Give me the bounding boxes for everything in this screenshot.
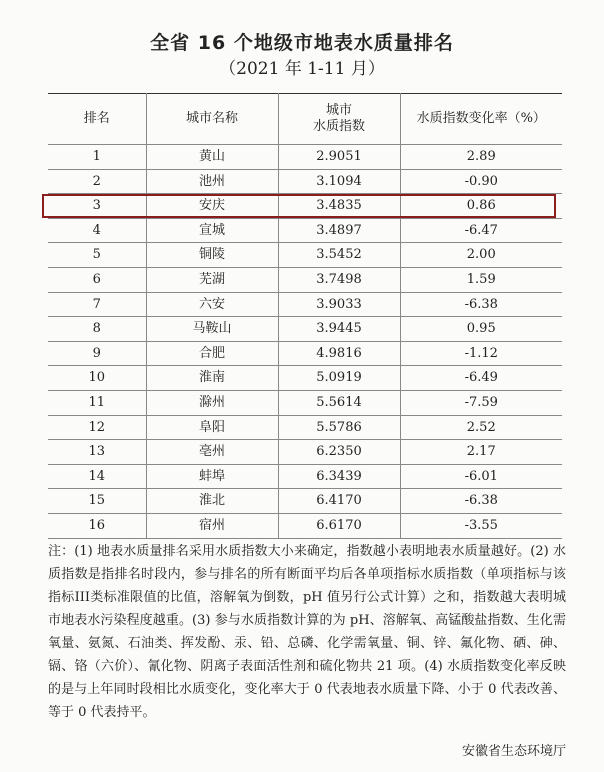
page-subtitle: （2021 年 1-11 月） [219, 59, 385, 79]
table-header-row [48, 94, 562, 145]
cell-rank: 16 [48, 513, 146, 538]
cell-change: -3.55 [400, 513, 562, 538]
cell-index: 6.3439 [278, 464, 400, 489]
cell-city: 铜陵 [146, 243, 278, 268]
col-header-rank: 排名 [48, 94, 146, 145]
cell-index: 3.9445 [278, 317, 400, 342]
table-row [48, 292, 562, 317]
cell-rank: 12 [48, 415, 146, 440]
cell-index: 2.9051 [278, 145, 400, 170]
cell-rank: 6 [48, 267, 146, 292]
cell-city: 马鞍山 [146, 317, 278, 342]
cell-rank: 13 [48, 440, 146, 465]
cell-city: 宣城 [146, 218, 278, 243]
cell-index: 3.4835 [278, 194, 400, 219]
table-row [48, 513, 562, 538]
table-row [48, 218, 562, 243]
cell-change: 0.86 [400, 194, 562, 219]
cell-city: 安庆 [146, 194, 278, 219]
cell-change: 2.00 [400, 243, 562, 268]
cell-rank: 2 [48, 169, 146, 194]
table-row [48, 317, 562, 342]
cell-city: 池州 [146, 169, 278, 194]
cell-change: -1.12 [400, 341, 562, 366]
table-row [48, 169, 562, 194]
cell-rank: 7 [48, 292, 146, 317]
cell-rank: 11 [48, 390, 146, 415]
cell-city: 芜湖 [146, 267, 278, 292]
cell-rank: 9 [48, 341, 146, 366]
cell-change: -6.38 [400, 292, 562, 317]
cell-change: 1.59 [400, 267, 562, 292]
cell-rank: 14 [48, 464, 146, 489]
cell-change: -6.47 [400, 218, 562, 243]
cell-index: 3.5452 [278, 243, 400, 268]
col-header-change: 水质指数变化率（%） [400, 94, 562, 145]
cell-city: 淮北 [146, 489, 278, 514]
signature: 安徽省生态环境厅 [461, 744, 566, 759]
cell-change: 0.95 [400, 317, 562, 342]
table-row [48, 464, 562, 489]
cell-rank: 5 [48, 243, 146, 268]
table-row [48, 440, 562, 465]
cell-index: 6.2350 [278, 440, 400, 465]
cell-rank: 4 [48, 218, 146, 243]
cell-city: 亳州 [146, 440, 278, 465]
table-row [48, 390, 562, 415]
cell-rank: 10 [48, 366, 146, 391]
cell-change: -0.90 [400, 169, 562, 194]
table-row [48, 366, 562, 391]
cell-change: -6.38 [400, 489, 562, 514]
cell-city: 宿州 [146, 513, 278, 538]
cell-city: 六安 [146, 292, 278, 317]
cell-rank: 1 [48, 145, 146, 170]
notes-section [48, 540, 566, 724]
cell-city: 合肥 [146, 341, 278, 366]
table-row [48, 489, 562, 514]
table-row [48, 145, 562, 170]
cell-index: 5.5614 [278, 390, 400, 415]
cell-change: 2.52 [400, 415, 562, 440]
cell-index: 3.1094 [278, 169, 400, 194]
highlight-box [42, 194, 556, 218]
cell-index: 6.6170 [278, 513, 400, 538]
cell-index: 5.5786 [278, 415, 400, 440]
cell-city: 蚌埠 [146, 464, 278, 489]
ranking-table [48, 93, 562, 539]
cell-city: 淮南 [146, 366, 278, 391]
cell-change: 2.17 [400, 440, 562, 465]
cell-index: 6.4170 [278, 489, 400, 514]
table-row [48, 267, 562, 292]
cell-index: 3.9033 [278, 292, 400, 317]
notes-text: 注：(1) 地表水质量排名采用水质指数大小来确定，指数越小表明地表水质量越好。(2) 水质指数是指排名时段内，参与排名的所有断面平均后各单项指标水质指数（单项指标与该指标III类标准限值的比值，溶解氧为倒数，pH 值另行公式计算）之和，指数越大表明城市地表水污染程度越重。(3) 参与水质指数计算的为 pH、溶解氧、高锰酸盐指数、生化需氧量、氨氮、石油类、挥发酚、汞、铅、总磷、化学需氧量、铜、锌、氟化物、硒、砷、镉、铬（六价）、氰化物、阴离子表面活性剂和硫化物共 21 项。(4) 水质指数变化率反映的是与上年同时段相比水质变化，变化率大于 0 代表地表水质量下降、小于 0 代表改善、等于 0 代表持平。 [48, 544, 566, 720]
col-header-index: 城市 水质指数 [278, 94, 400, 145]
cell-city: 阜阳 [146, 415, 278, 440]
table-row [48, 243, 562, 268]
cell-rank: 15 [48, 489, 146, 514]
cell-change: 2.89 [400, 145, 562, 170]
col-header-city: 城市名称 [146, 94, 278, 145]
cell-rank: 8 [48, 317, 146, 342]
table-row [48, 415, 562, 440]
cell-city: 黄山 [146, 145, 278, 170]
cell-change: -6.01 [400, 464, 562, 489]
cell-index: 5.0919 [278, 366, 400, 391]
page-title: 全省 16 个地级市地表水质量排名 [150, 32, 454, 54]
cell-index: 3.4897 [278, 218, 400, 243]
cell-rank: 3 [48, 194, 146, 219]
cell-index: 3.7498 [278, 267, 400, 292]
cell-city: 滁州 [146, 390, 278, 415]
table-row [48, 341, 562, 366]
cell-index: 4.9816 [278, 341, 400, 366]
cell-change: -7.59 [400, 390, 562, 415]
cell-change: -6.49 [400, 366, 562, 391]
